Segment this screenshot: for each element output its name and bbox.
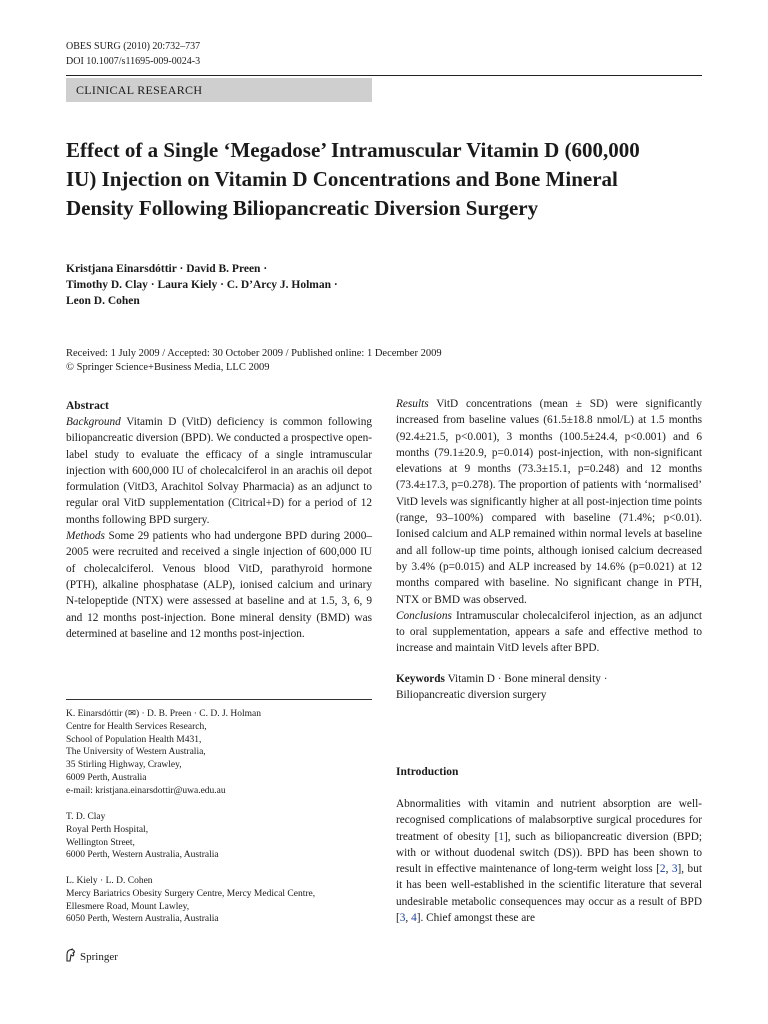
affiliation-line: K. Einarsdóttir (✉) · D. B. Preen · C. D. J. Holman [66, 709, 262, 719]
keywords-line-2: Biliopancreatic diversion surgery [396, 689, 547, 702]
affiliation-group-1 [66, 708, 372, 798]
email-link[interactable]: e-mail: kristjana.einarsdottir@uwa.edu.au [66, 785, 226, 796]
background-text: Vitamin D (VitD) deficiency is common following biliopancreatic diversion (BPD). We conducted a prospective open-label study to evaluate the efficacy of a single intramuscular injection with 600,000 IU of cholecalciferol in an arachis oil depot formulation (VitD3, Arachitol Solvay Pharmacia) as an adjunct to regular oral VitD supplementation (Citrical+D) for a period of 12 months following BPD surgery. [66, 416, 372, 526]
author-line: Kristjana Einarsdóttir · David B. Preen · [66, 263, 268, 275]
affiliation-line: 6000 Perth, Western Australia, Australia [66, 850, 219, 861]
abstract-heading: Abstract [66, 400, 109, 412]
abstract-results [396, 396, 702, 608]
conclusions-text: Intramuscular cholecalciferol injection, as an adjunct to oral supplementation, appears a safe and effective method to increase and maintain VitD levels after BPD. [396, 609, 702, 655]
intro-text: ], such as biliopancreatic diversion (BPD; with or without duodenal switch (DS)). BPD has been shown to result in effective maintenance of long-term weight loss [ [396, 830, 702, 876]
keywords [396, 671, 702, 704]
citation-link[interactable]: 2 [659, 863, 666, 876]
affiliation-line: 6050 Perth, Western Australia, Australia [66, 914, 219, 925]
affiliation-line: Royal Perth Hospital, [66, 824, 149, 835]
intro-text: ], but it has been well-established in the scientific literature that several undesirable metabolic consequences may occur as a result of BPD [ [396, 863, 702, 925]
article-title: Effect of a Single ‘Megadose’ Intramuscular Vitamin D (600,000 IU) Injection on Vitamin D Concentrations and Bone Mineral Density Following Biliopancreatic Diversion Surgery [66, 138, 640, 220]
methods-text: Some 29 patients who had undergone BPD during 2000–2005 were recruited and received a single injection of 600,000 IU of cholecalciferol. Venous blood VitD, parathyroid hormone (PTH), alkaline phosphatase (ALP), ionised calcium and urinary N-telopeptide (NTX) were assessed at baseline and at 1.5, 3, 6, 9 and 12 months post-injection. Bone mineral density (BMD) was determined at baseline and 12 months post-injection. [66, 530, 372, 640]
background-label: Background [66, 416, 121, 428]
springer-horse-icon [64, 948, 77, 965]
methods-label: Methods [66, 530, 105, 543]
doi: DOI 10.1007/s11695-009-0024-3 [66, 56, 201, 67]
keywords-label: Keywords [396, 672, 445, 685]
introduction-heading: Introduction [396, 766, 459, 778]
introduction-paragraph [396, 796, 702, 926]
intro-text: , [405, 912, 412, 925]
introduction-body [396, 796, 702, 926]
affiliation-group-2 [66, 811, 372, 862]
affiliation-line: Wellington Street, [66, 837, 135, 848]
author-line: Leon D. Cohen [66, 295, 140, 307]
footnote-rule [66, 699, 372, 700]
abstract-methods [66, 528, 372, 642]
intro-text: Abnormalities with vitamin and nutrient absorption are well-recognised complications of malabsorptive surgical procedures for treatment of obesity [ [396, 798, 702, 843]
affiliation-line: 35 Stirling Highway, Crawley, [66, 760, 182, 771]
citation-link[interactable]: 4 [411, 912, 417, 925]
affiliation-line: 6009 Perth, Australia [66, 772, 147, 783]
publisher-footer [64, 948, 118, 965]
abstract-left-column [66, 398, 372, 642]
copyright: © Springer Science+Business Media, LLC 2009 [66, 362, 270, 373]
results-label: Results [396, 398, 429, 410]
publication-dates [66, 347, 686, 375]
affiliation-line: T. D. Clay [66, 812, 106, 822]
citation-link[interactable]: 1 [498, 830, 505, 843]
affiliation-line: The University of Western Australia, [66, 747, 206, 758]
header-rule [66, 75, 702, 76]
history-dates: Received: 1 July 2009 / Accepted: 30 October 2009 / Published online: 1 December 2009 [66, 348, 442, 359]
section-tag: CLINICAL RESEARCH [66, 78, 372, 102]
results-text: VitD concentrations (mean ± SD) were significantly increased from baseline values (61.5±18.8 nmol/L) at 1.5 months (92.4±21.5, p<0.001), 3 months (100.5±24.4, p<0.001) and 6 months (79.1±20.9, p=0.014) post-injection, with non-significant elevations at 9 months (73.3±15.1, p=0.248) and 12 months (73.4±17.3, p=0.278). The proportion of patients with ‘normalised’ VitD levels was significantly higher at all post-injection time points (range, 93–100%) compared with baseline (71.4%; p<0.01). Ionised calcium and ALP remained within normal levels at baseline and all follow-up time points, although ionised calcium decreased by 3.4% (p=0.015) and ALP increased by 14.6% (p=0.021) at 12 months compared with baseline. No significant change in PTH, NTX or BMD was observed. [396, 398, 702, 606]
abstract-background [66, 414, 372, 528]
affiliation-line: L. Kiely · L. D. Cohen [66, 876, 153, 886]
abstract-right-column [396, 396, 702, 703]
abstract-conclusions [396, 608, 702, 657]
conclusions-label: Conclusions [396, 609, 452, 622]
affiliation-line: Mercy Bariatrics Obesity Surgery Centre, Mercy Medical Centre, [66, 888, 316, 899]
citation-link[interactable]: 3 [671, 863, 678, 876]
author-list [66, 261, 566, 309]
publisher-name: Springer [80, 950, 118, 963]
intro-text: , [665, 863, 672, 876]
affiliation-group-3 [66, 875, 372, 926]
affiliation-line: Ellesmere Road, Mount Lawley, [66, 901, 190, 912]
affiliation-line: Centre for Health Services Research, [66, 721, 207, 732]
intro-text: ]. Chief amongst these are [416, 912, 535, 925]
citation-link[interactable]: 3 [399, 912, 406, 925]
author-line: Timothy D. Clay · Laura Kiely · C. D’Arcy J. Holman · [66, 279, 338, 291]
journal-citation: OBES SURG (2010) 20:732–737 [66, 41, 201, 52]
keywords-line-1 [396, 671, 702, 687]
keywords-text: Vitamin D · Bone mineral density · [444, 672, 608, 685]
affiliation-line: School of Population Health M431, [66, 734, 202, 745]
